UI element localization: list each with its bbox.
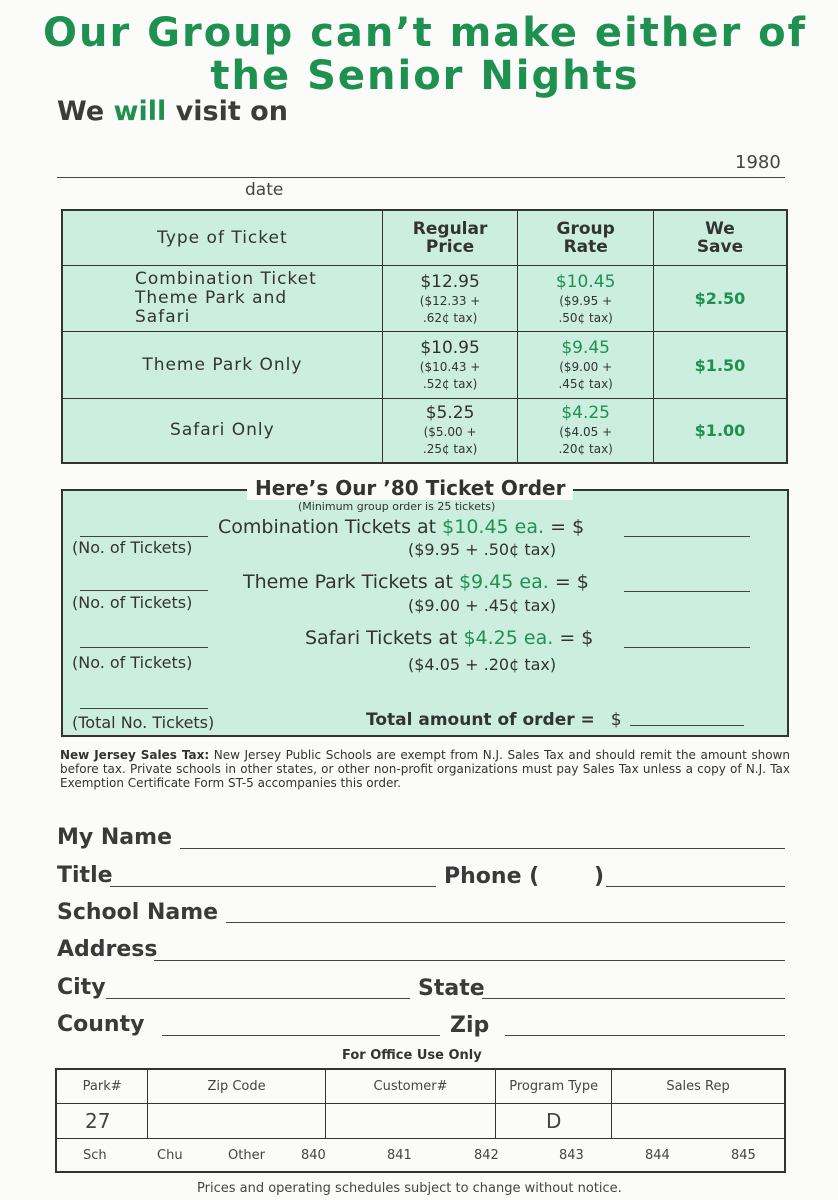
zip-input[interactable] (505, 1015, 785, 1036)
office-header-park: Park# (56, 1069, 148, 1104)
code-842: 842 (474, 1148, 499, 1163)
group-rate: $9.45 (561, 338, 610, 359)
sales-tax-note (60, 748, 790, 790)
header-group-line2: Rate (563, 236, 608, 257)
type-line: Safari (135, 307, 191, 328)
total-tickets-label: (Total No. Tickets) (72, 713, 215, 732)
order-line-label: Theme Park Tickets at (243, 571, 453, 593)
date-input-line[interactable] (57, 177, 785, 178)
group-rate-cell (518, 332, 654, 399)
group-rate: $10.45 (555, 271, 616, 292)
table-row (62, 332, 787, 399)
phone-input[interactable] (606, 866, 785, 887)
safari-order-line (305, 627, 593, 649)
header-save-line2: Save (696, 236, 744, 257)
ticket-type-theme-park: Theme Park Only (62, 332, 382, 399)
office-customer-value[interactable] (325, 1104, 496, 1139)
visit-we: We (57, 96, 105, 127)
phone-paren-close: ) (594, 864, 605, 889)
footer-note: Prices and operating schedules subject to change without notice. (197, 1181, 622, 1196)
price-table-header-row (62, 210, 787, 265)
header-regular-line1: Regular (412, 218, 488, 239)
group-rate-breakdown: ($4.05 + (559, 425, 613, 440)
combination-order-line (218, 516, 584, 538)
savings-cell: $1.00 (653, 398, 787, 463)
group-rate-tax: .50¢ tax) (558, 310, 613, 325)
code-chu: Chu (157, 1148, 183, 1163)
group-rate-tax: .45¢ tax) (558, 377, 613, 392)
combination-quantity-input[interactable] (80, 516, 208, 537)
state-input[interactable] (482, 978, 785, 999)
visit-line (57, 96, 288, 127)
code-other: Other (228, 1148, 265, 1163)
address-input[interactable] (154, 940, 785, 961)
order-line-price: $10.45 ea. (442, 516, 545, 538)
group-rate-tax: .20¢ tax) (558, 442, 613, 457)
safari-quantity-input[interactable] (80, 627, 208, 648)
table-row (62, 398, 787, 463)
regular-price-breakdown: ($10.43 + (419, 360, 481, 375)
county-input[interactable] (162, 1015, 440, 1036)
total-amount-label: Total amount of order = $ (366, 710, 622, 730)
equals-dollar: = $ (554, 571, 589, 593)
total-amount-input[interactable] (630, 707, 744, 726)
header-group-line1: Group (556, 218, 615, 239)
savings-cell: $2.50 (653, 265, 787, 332)
code-840: 840 (301, 1148, 326, 1163)
equals-dollar: = $ (550, 516, 585, 538)
ticket-type-combination (62, 265, 382, 332)
num-tickets-label: (No. of Tickets) (72, 538, 193, 557)
address-label: Address (57, 937, 158, 962)
sales-tax-text: New Jersey Public Schools are exempt from N.J. Sales Tax and should remit the amount shown before tax. Private schools in other states, or other non-profit organizations must pay Sales Tax unless a copy of N.J. Tax Exemption Certificate Form ST-5 accompanies this order. (60, 748, 791, 790)
city-input[interactable] (106, 978, 410, 999)
regular-price-breakdown: ($5.00 + (423, 425, 477, 440)
order-line-tax: ($9.00 + .45¢ tax) (408, 596, 557, 615)
group-rate-cell (518, 265, 654, 332)
my-name-input[interactable] (180, 828, 785, 849)
my-name-label: My Name (57, 825, 172, 850)
order-line-tax: ($4.05 + .20¢ tax) (408, 655, 557, 674)
title-label: Title (57, 863, 113, 888)
regular-price-breakdown: ($12.33 + (419, 293, 481, 308)
header-regular-line2: Price (425, 236, 475, 257)
order-line-tax: ($9.95 + .50¢ tax) (408, 540, 557, 559)
visit-rest: visit on (175, 96, 288, 127)
office-program-value[interactable]: D (496, 1104, 612, 1139)
num-tickets-label: (No. of Tickets) (72, 653, 193, 672)
office-header-row (56, 1069, 785, 1104)
group-rate-breakdown: ($9.00 + (559, 360, 613, 375)
school-name-input[interactable] (226, 902, 785, 923)
group-rate-breakdown: ($9.95 + (559, 293, 613, 308)
regular-price-cell (382, 398, 518, 463)
total-label-text: Total amount of order = (366, 710, 595, 730)
order-line-label: Combination Tickets at (218, 516, 437, 538)
zip-label: Zip (450, 1013, 490, 1038)
office-header-zip: Zip Code (148, 1069, 325, 1104)
type-line: Combination Ticket (135, 269, 317, 290)
office-sales-rep-value[interactable] (612, 1104, 785, 1139)
regular-price-tax: .52¢ tax) (422, 377, 478, 392)
county-label: County (57, 1012, 145, 1037)
header-we-save (653, 210, 787, 265)
group-rate-cell (518, 398, 654, 463)
ticket-type-safari: Safari Only (62, 398, 382, 463)
code-845: 845 (731, 1148, 756, 1163)
code-841: 841 (387, 1148, 412, 1163)
office-zip-value[interactable] (148, 1104, 325, 1139)
order-line-price: $4.25 ea. (463, 627, 554, 649)
date-label: date (245, 180, 284, 200)
safari-amount-input[interactable] (624, 627, 750, 648)
code-844: 844 (645, 1148, 670, 1163)
office-park-value[interactable]: 27 (56, 1104, 148, 1139)
order-title: Here’s Our ’80 Ticket Order (247, 476, 573, 500)
state-label: State (418, 976, 485, 1001)
total-tickets-input[interactable] (80, 690, 208, 709)
visit-will: will (113, 96, 167, 127)
headline-line-1: Our Group can’t make either of (43, 10, 807, 56)
num-tickets-label: (No. of Tickets) (72, 593, 193, 612)
office-header-sales-rep: Sales Rep (612, 1069, 785, 1104)
header-type-of-ticket: Type of Ticket (62, 210, 382, 265)
code-sch: Sch (83, 1148, 107, 1163)
school-name-label: School Name (57, 900, 219, 925)
theme-park-order-line (243, 571, 589, 593)
regular-price: $5.25 (425, 403, 475, 424)
regular-price-cell (382, 332, 518, 399)
phone-label: Phone ( (444, 864, 540, 889)
combination-amount-input[interactable] (624, 516, 750, 537)
regular-price-tax: .62¢ tax) (422, 310, 478, 325)
header-group-rate (518, 210, 654, 265)
order-minimum-note: (Minimum group order is 25 tickets) (298, 500, 496, 513)
headline (30, 12, 820, 98)
theme-park-amount-input[interactable] (624, 571, 750, 592)
regular-price: $12.95 (420, 271, 480, 292)
regular-price-cell (382, 265, 518, 332)
table-row (62, 265, 787, 332)
city-label: City (57, 975, 106, 1000)
code-843: 843 (559, 1148, 584, 1163)
header-regular-price (382, 210, 518, 265)
year-label: 1980 (735, 152, 781, 173)
group-rate: $4.25 (561, 403, 610, 424)
equals-dollar: = $ (559, 627, 594, 649)
header-save-line1: We (705, 218, 735, 239)
savings-cell: $1.50 (653, 332, 787, 399)
order-line-label: Safari Tickets at (305, 627, 458, 649)
sales-tax-heading: New Jersey Sales Tax: (60, 748, 210, 762)
order-line-price: $9.45 ea. (458, 571, 549, 593)
office-header-program: Program Type (496, 1069, 612, 1104)
price-table (61, 209, 788, 464)
title-input[interactable] (110, 866, 436, 887)
regular-price-tax: .25¢ tax) (422, 442, 478, 457)
type-line: Theme Park and (135, 288, 288, 309)
theme-park-quantity-input[interactable] (80, 570, 208, 591)
office-header-customer: Customer# (325, 1069, 496, 1104)
headline-line-2: the Senior Nights (210, 53, 640, 99)
office-use-label: For Office Use Only (342, 1048, 482, 1063)
regular-price: $10.95 (420, 338, 480, 359)
office-value-row (56, 1104, 785, 1139)
